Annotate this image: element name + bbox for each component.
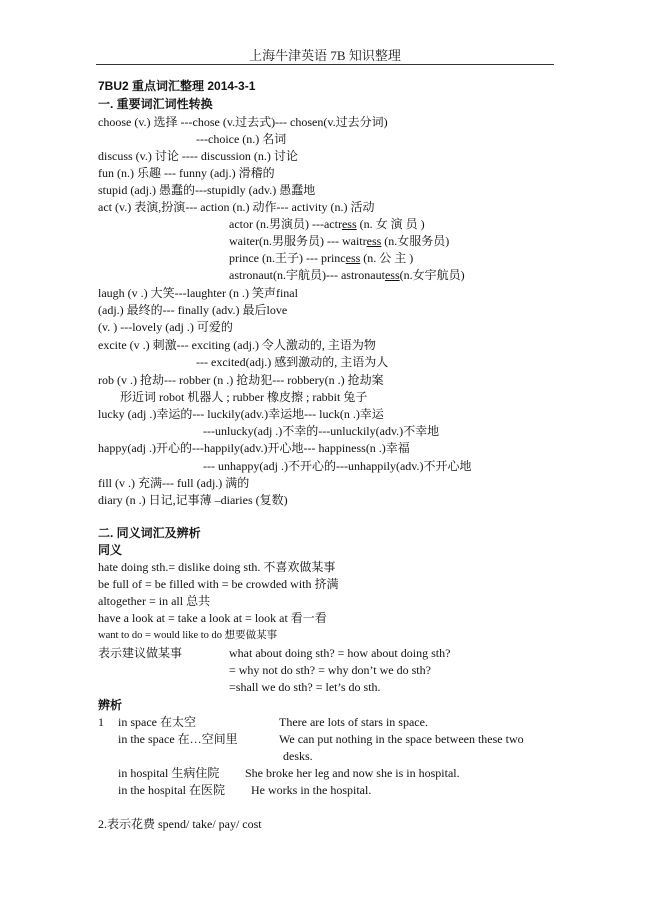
entry-fill: fill (v .) 充满--- full (adj.) 满的	[98, 476, 250, 490]
entry-love: (v. ) ---lovely (adj .) 可爱的	[98, 320, 233, 334]
example-in-the-space-cont: desks.	[283, 749, 313, 763]
entry-lucky: lucky (adj .)幸运的--- luckily(adv.)幸运地--- luck(n .)幸运	[98, 407, 384, 421]
entry-unhappy: --- unhappy(adj .)不开心的---unhappily(adv.)不开心地	[203, 459, 472, 473]
synonym-look: have a look at = take a look at = look at 看一看	[98, 611, 327, 625]
entry-similar-words: 形近词 robot 机器人 ; rubber 橡皮擦 ; rabbit 兔子	[120, 390, 368, 404]
example-in-space: There are lots of stars in space.	[279, 715, 428, 729]
suggest-item: what about doing sth? = how about doing sth?	[229, 646, 451, 660]
synonym-want: want to do = would like to do 想要做某事	[98, 630, 278, 641]
document-title: 7BU2 重点词汇整理 2014-3-1	[98, 79, 256, 93]
example-in-the-hospital: He works in the hospital.	[251, 783, 372, 797]
term-in-hospital: in hospital 生病住院	[118, 766, 220, 780]
example-in-hospital: She broke her leg and now she is in hospital.	[245, 766, 460, 780]
term-in-the-space: in the space 在…空间里	[118, 732, 238, 746]
section-2-title: 二. 同义词汇及辨析	[98, 526, 201, 540]
term-in-space: in space 在太空	[118, 715, 196, 729]
page-header: 上海牛津英语 7B 知识整理	[249, 48, 401, 63]
entry-prince: prince (n.王子) --- princess (n. 公 主 )	[229, 251, 414, 265]
entry-fun: fun (n.) 乐趣 --- funny (adj.) 滑稽的	[98, 166, 275, 180]
entry-act: act (v.) 表演,扮演--- action (n.) 动作--- activity (n.) 活动	[98, 200, 375, 214]
term-in-the-hospital: in the hospital 在医院	[118, 783, 225, 797]
suggest-item: = why not do sth? = why don’t we do sth?	[229, 663, 431, 677]
synonym-full: be full of = be filled with = be crowded with 挤满	[98, 577, 339, 591]
entry-happy: happy(adj .)开心的---happily(adv.)开心地--- happiness(n .)幸福	[98, 441, 410, 455]
entry-final: (adj.) 最终的--- finally (adv.) 最后love	[98, 303, 288, 317]
entry-excite: excite (v .) 刺激--- exciting (adj.) 令人激动的, 主语为物	[98, 338, 376, 352]
synonym-altogether: altogether = in all 总共	[98, 594, 211, 608]
suggest-label: 表示建议做某事	[98, 646, 183, 660]
item-number: 1	[98, 715, 104, 729]
entry-discuss: discuss (v.) 讨论 ---- discussion (n.) 讨论	[98, 149, 298, 163]
entry-choose: choose (v.) 选择 ---chose (v.过去式)--- chosen(v.过去分词)	[98, 115, 388, 129]
distinction-heading: 辨析	[98, 698, 123, 712]
entry-diary: diary (n .) 日记,记事薄 –diaries (复数)	[98, 493, 288, 507]
synonym-hate: hate doing sth.= dislike doing sth. 不喜欢做某事	[98, 560, 336, 574]
entry-actor: actor (n.男演员) ---actress (n. 女 演 员 )	[229, 217, 425, 231]
entry-choice: ---choice (n.) 名词	[196, 132, 287, 146]
suggest-item: =shall we do sth? = let’s do sth.	[229, 680, 381, 694]
section-1-title: 一. 重要词汇词性转换	[98, 97, 213, 111]
entry-excited: --- excited(adj.) 感到激动的, 主语为人	[196, 355, 389, 369]
example-in-the-space: We can put nothing in the space between these two	[279, 732, 524, 746]
entry-rob: rob (v .) 抢劫--- robber (n .) 抢劫犯--- robbery(n .) 抢劫案	[98, 373, 384, 387]
entry-laugh: laugh (v .) 大笑---laughter (n .) 笑声final	[98, 286, 298, 300]
entry-waiter: waiter(n.男服务员) --- waitress (n.女服务员)	[229, 234, 450, 248]
entry-unlucky: ---unlucky(adj .)不幸的---unluckily(adv.)不幸地	[203, 424, 440, 438]
header-divider	[96, 64, 554, 65]
synonyms-heading: 同义	[98, 543, 123, 557]
spend-heading: 2.表示花费 spend/ take/ pay/ cost	[98, 817, 262, 831]
entry-astronaut: astronaut(n.宇航员)--- astronautess(n.女宇航员)	[229, 268, 465, 282]
entry-stupid: stupid (adj.) 愚蠢的---stupidly (adv.) 愚蠢地	[98, 183, 316, 197]
